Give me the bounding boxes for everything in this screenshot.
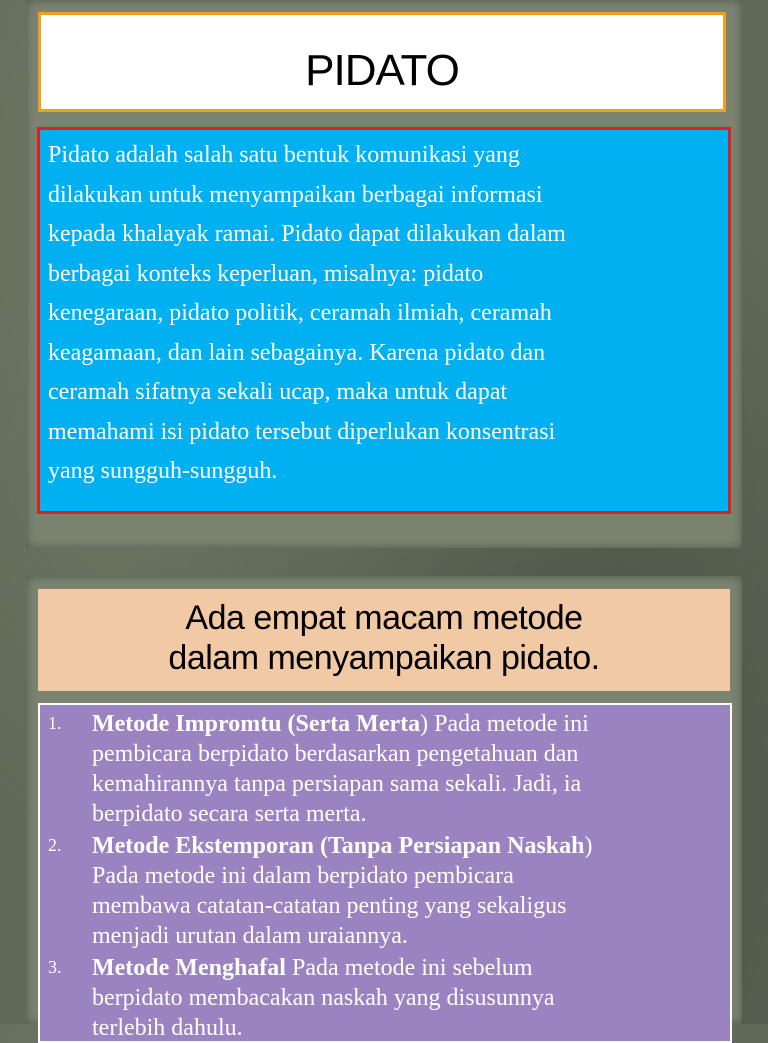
intro-line: kepada khalayak ramai. Pidato dapat dilakukan dalam <box>48 221 566 247</box>
method-line: membawa catatan-catatan penting yang sekaligus <box>92 893 567 919</box>
method-line: kemahirannya tanpa persiapan sama sekali. Jadi, ia <box>92 771 582 797</box>
methods-heading-box <box>38 589 730 691</box>
method-name: Metode Menghafal <box>92 955 286 981</box>
method-line: berpidato secara serta merta. <box>92 801 367 827</box>
method-number: 3. <box>48 957 62 977</box>
intro-line: yang sungguh-sungguh. <box>48 458 278 484</box>
intro-line: berbagai konteks keperluan, misalnya: pidato <box>48 260 484 287</box>
title-box <box>38 12 726 112</box>
intro-line: ceramah sifatnya sekali ucap, maka untuk dapat <box>48 379 508 405</box>
method-line: ) Pada metode ini <box>420 711 589 737</box>
intro-line: dilakukan untuk menyampaikan berbagai informasi <box>48 181 543 208</box>
method-name: Metode Impromtu (Serta Merta <box>92 711 421 737</box>
method-line: berpidato membacakan naskah yang disusunnya <box>92 985 555 1011</box>
method-line: Pada metode ini dalam berpidato pembicara <box>92 863 514 889</box>
method-line: pembicara berpidato berdasarkan pengetahuan dan <box>92 741 579 767</box>
intro-line: keagamaan, dan lain sebagainya. Karena pidato dan <box>48 339 546 366</box>
method-item <box>48 953 722 1043</box>
methods-list <box>38 703 732 1043</box>
intro-box <box>37 127 731 514</box>
method-text <box>92 831 593 951</box>
methods-heading-line2: dalam menyampaikan pidato. <box>168 639 600 677</box>
method-line: ) <box>584 833 593 859</box>
method-line: terlebih dahulu. <box>92 1015 243 1041</box>
method-item <box>48 709 722 829</box>
intro-line: Pidato adalah salah satu bentuk komunikasi yang <box>48 142 520 168</box>
intro-text <box>48 136 722 492</box>
intro-line: kenegaraan, pidato politik, ceramah ilmiah, ceramah <box>48 300 552 326</box>
methods-heading-line1: Ada empat macam metode <box>185 599 583 637</box>
method-number: 1. <box>48 713 62 733</box>
method-name: Metode Ekstemporan (Tanpa Persiapan Naskah <box>92 833 585 859</box>
method-item <box>48 831 722 951</box>
method-text <box>92 709 589 829</box>
intro-line: memahami isi pidato tersebut diperlukan konsentrasi <box>48 418 556 445</box>
page-title: PIDATO <box>305 46 459 95</box>
method-line: menjadi urutan dalam uraiannya. <box>92 923 408 949</box>
method-line: Pada metode ini sebelum <box>285 955 533 981</box>
method-number: 2. <box>48 835 62 855</box>
method-text <box>92 953 555 1043</box>
